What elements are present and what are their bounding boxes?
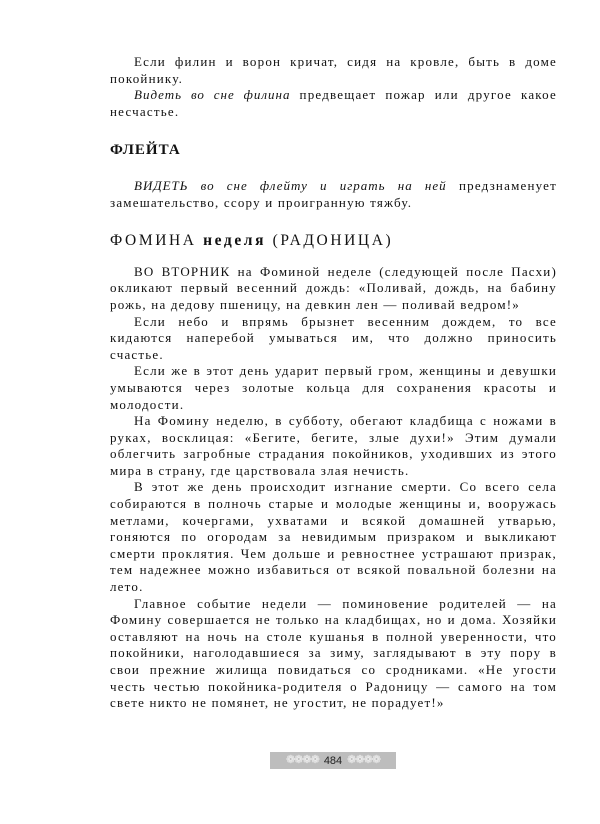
fomina-heading-part-1: ФОМИНА [110, 232, 204, 250]
filin-paragraph-2 [110, 87, 557, 120]
fomina-paragraph: Если же в этот день ударит первый гром, женщины и девушки умываются через золотые кольца для сохранения красоты и молодости. [110, 363, 557, 412]
flute-italic: ВИДЕТЬ во сне флейту и играть на ней [134, 177, 447, 193]
fomina-paragraph: Если небо и впрямь брызнет весенним дождем, то все кидаются наперебой умываться им, что должно приносить счастье. [110, 313, 557, 362]
ornament-left-icon: ❁❁❁❁ [285, 754, 319, 766]
fomina-heading [110, 233, 557, 250]
flute-rest: предзнаменует замешательство, ссору и проигранную тяжбу. [110, 177, 557, 210]
flute-paragraph [110, 178, 557, 211]
fomina-heading-bold: неделя [203, 232, 267, 250]
fomina-paragraph: В этот же день происходит изгнание смерти. Со всего села собираются в полночь старые и молодые женщины и, вооружась метлами, кочергами, ухватами и всякой домашней утварью, гоняются по огородам за невидимым призраком и выкликают смерти проклятия. Чем дольше и ревностнее устрашают призрак, тем надежнее можно избавиться от всякой повальной болезни на лето. [110, 479, 557, 595]
filin-paragraph-1: Если филин и ворон кричат, сидя на кровле, быть в доме покойнику. [110, 54, 557, 86]
fomina-paragraph: Главное событие недели — поминовение родителей — на Фомину совершается не только на кладбищах, но и дома. Хозяйки оставляют на ночь на столе кушанья в полной уверенности, что покойники, наголодавшиеся за зиму, заглядывают в эту пору в свои прежние жилища повидаться со сродниками. «Не угости честь честью покойника-родителя о Радоницу — самого на том свете никто не помянет, не угостит, не порадует!» [110, 595, 557, 711]
flute-heading: ФЛЕЙТА [110, 142, 181, 159]
fomina-paragraph: На Фомину неделю, в субботу, обегают кладбища с ножами в руках, восклицая: «Бегите, бегите, злые духи!» Этим думали облегчить загробные страдания покойников, уходивших из этого мира в страну, где царствовала злая нечисть. [110, 413, 557, 478]
filin-rest: предвещает пожар или другое какое несчастье. [110, 87, 557, 119]
filin-italic: Видеть во сне филина [134, 87, 291, 103]
page-number: 484 [323, 754, 343, 767]
ornament-right-icon: ❁❁❁❁ [347, 754, 381, 766]
page-text [110, 54, 557, 712]
fomina-heading-part-3: (РАДОНИЦА) [266, 232, 394, 250]
page-number-badge [270, 752, 396, 769]
fomina-paragraph: ВО ВТОРНИК на Фоминой неделе (следующей после Пасхи) окликают первый весенний дождь: «Поливай, дождь, на бабину рожь, на дедову пшеницу, на девкин лен — поливай ведром!» [110, 263, 557, 312]
